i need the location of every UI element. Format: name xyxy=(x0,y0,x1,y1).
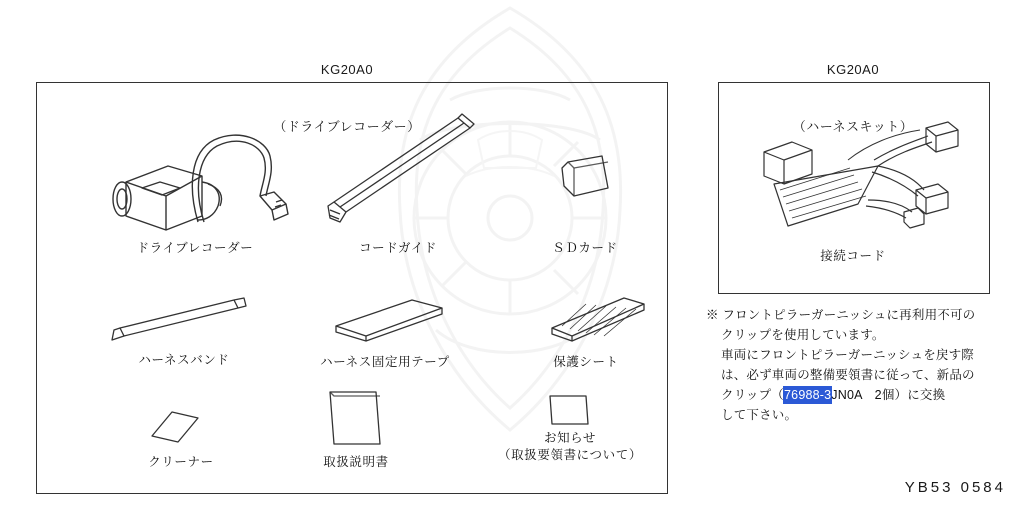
sd-card-illustration xyxy=(520,110,650,240)
right-section-code: KG20A0 xyxy=(826,62,880,77)
part-cord-guide-label: コードガイド xyxy=(359,241,437,255)
part-sd-card-label: ＳＤカード xyxy=(552,241,618,255)
left-section-subtitle: （ドライブレコーダー） xyxy=(273,119,421,134)
harness-band-illustration xyxy=(84,282,284,352)
note-line-5 xyxy=(706,385,1006,405)
part-harness-fixing-tape xyxy=(290,278,480,371)
part-cleaner-label: クリーナー xyxy=(148,455,214,469)
part-notice-sheet-label-line2: （取扱要領書について） xyxy=(498,448,642,462)
note-line-6: して下さい。 xyxy=(721,408,798,422)
drawing-number: YB53 0584 xyxy=(904,479,1006,496)
left-section-code: KG20A0 xyxy=(320,62,374,77)
note-line-2: クリップを使用しています。 xyxy=(721,328,885,342)
clip-replacement-note xyxy=(706,305,1006,425)
protection-sheet-illustration xyxy=(516,278,656,354)
part-connection-cord xyxy=(728,108,978,265)
cleaner-illustration xyxy=(86,398,276,454)
note-line-5-prefix: クリップ（ xyxy=(721,388,785,402)
part-protection-sheet-label: 保護シート xyxy=(553,355,619,369)
part-harness-band-label: ハーネスバンド xyxy=(138,353,230,367)
part-cleaner xyxy=(86,398,276,471)
note-line-4: は、必ず車両の整備要領書に従って、新品の xyxy=(721,368,975,382)
notice-sheet-illustration xyxy=(460,384,680,430)
note-part-number-highlight[interactable]: 76988-3 xyxy=(784,388,832,402)
part-notice-sheet-label-line1: お知らせ xyxy=(543,431,597,445)
harness-fixing-tape-illustration xyxy=(290,278,480,354)
connection-cord-illustration xyxy=(728,108,978,248)
part-harness-fixing-tape-label: ハーネス固定用テープ xyxy=(320,355,450,369)
note-line-3: 車両にフロントピラーガーニッシュを戻す際 xyxy=(721,348,975,362)
part-instruction-manual-label: 取扱説明書 xyxy=(323,455,389,469)
part-sd-card xyxy=(520,110,650,257)
part-instruction-manual xyxy=(268,384,444,471)
note-line-1: ※ フロントピラーガーニッシュに再利用不可の xyxy=(706,308,976,322)
part-harness-band xyxy=(84,282,284,369)
part-drive-recorder-label: ドライブレコーダー xyxy=(136,241,254,255)
drive-recorder-illustration xyxy=(90,110,300,240)
part-protection-sheet xyxy=(516,278,656,371)
part-notice-sheet xyxy=(460,384,680,464)
right-section-subtitle: （ハーネスキット） xyxy=(792,119,914,134)
note-line-5-suffix: JN0A 2個）に交換 xyxy=(831,388,946,402)
part-connection-cord-label: 接続コード xyxy=(820,249,886,263)
part-cord-guide xyxy=(318,110,478,257)
cord-guide-illustration xyxy=(318,110,478,240)
instruction-manual-illustration xyxy=(268,384,444,454)
part-drive-recorder xyxy=(90,110,300,257)
